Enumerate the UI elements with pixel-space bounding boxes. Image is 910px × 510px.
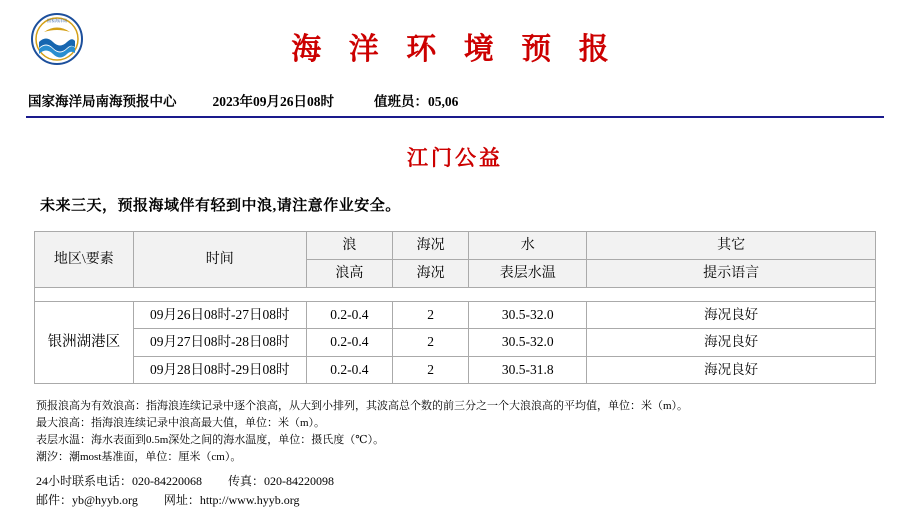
forecast-notice: 未来三天，预报海域伴有轻到中浪,请注意作业安全。 [40, 198, 401, 214]
row-wave-height: 0.2-0.4 [306, 302, 392, 329]
contact-fax: 传真：020-84220098 [228, 473, 334, 488]
forecast-table [34, 231, 876, 384]
report-subtitle: 江门公益 [407, 146, 503, 170]
footnote-line: 表层水温：海水表面到0.5m深处之间的海水温度，单位：摄氏度（℃）。 [36, 433, 385, 446]
footnote-line: 预报浪高为有效浪高：指海浪连续记录中逐个浪高，从大到小排列，其波高总个数的前三分之一个大浪浪高的平均值，单位：米（m）。 [36, 399, 689, 412]
footnote-line: 最大浪高：指海浪连续记录中浪高最大值，单位：米（m）。 [36, 416, 326, 429]
header-surface-temp: 表层水温 [469, 260, 587, 288]
table-spacer-row [35, 288, 876, 302]
row-wave-height: 0.2-0.4 [306, 329, 392, 356]
header-sea-group: 海况 [392, 232, 468, 260]
svg-text:国家海洋局: 国家海洋局 [47, 18, 67, 23]
table-header-row-group [35, 232, 876, 260]
national-marine-bureau-emblem-icon [30, 12, 84, 66]
contact-info [26, 472, 884, 510]
row-wave-height: 0.2-0.4 [306, 356, 392, 383]
header-sea-state: 海况 [392, 260, 468, 288]
header-water-group: 水 [469, 232, 587, 260]
table-head [35, 232, 876, 288]
byline-date: 2023年09月26日08时 [212, 94, 334, 109]
table-row [35, 302, 876, 329]
document-header [26, 0, 884, 78]
header-divider [26, 116, 884, 118]
row-time: 09月27日08时-28日08时 [133, 329, 306, 356]
row-sea-state: 2 [392, 356, 468, 383]
header-time: 时间 [133, 232, 306, 288]
row-sea-state: 2 [392, 302, 468, 329]
footnotes [26, 398, 884, 466]
table-row [35, 329, 876, 356]
row-time: 09月28日08时-29日08时 [133, 356, 306, 383]
row-tips: 海况良好 [587, 329, 876, 356]
table-body [35, 288, 876, 384]
table-row [35, 356, 876, 383]
byline-organization: 国家海洋局南海预报中心 [28, 94, 177, 109]
header-region: 地区\要素 [35, 232, 134, 288]
header-other-group: 其它 [587, 232, 876, 260]
byline [26, 78, 884, 110]
page-title: 海 洋 环 境 预 报 [291, 33, 619, 66]
footnote-line: 潮汐：潮most基准面，单位：厘米（cm）。 [36, 450, 242, 463]
header-tips: 提示语言 [587, 260, 876, 288]
table-spacer-cell [35, 288, 876, 302]
contact-phone: 24小时联系电话：020-84220068 [36, 473, 202, 488]
row-surface-temp: 30.5-31.8 [469, 356, 587, 383]
region-name: 银洲湖港区 [35, 302, 134, 384]
header-wave-group: 浪 [306, 232, 392, 260]
contact-line-phone [36, 472, 884, 491]
row-surface-temp: 30.5-32.0 [469, 302, 587, 329]
byline-duty-officer: 值班员：05,06 [374, 94, 459, 109]
row-surface-temp: 30.5-32.0 [469, 329, 587, 356]
header-wave-height: 浪高 [306, 260, 392, 288]
contact-website[interactable]: 网址：http://www.hyyb.org [163, 493, 300, 508]
contact-line-web [36, 491, 884, 510]
row-sea-state: 2 [392, 329, 468, 356]
row-time: 09月26日08时-27日08时 [133, 302, 306, 329]
contact-email[interactable]: 邮件：yb@hyyb.org [36, 493, 138, 508]
row-tips: 海况良好 [587, 302, 876, 329]
row-tips: 海况良好 [587, 356, 876, 383]
